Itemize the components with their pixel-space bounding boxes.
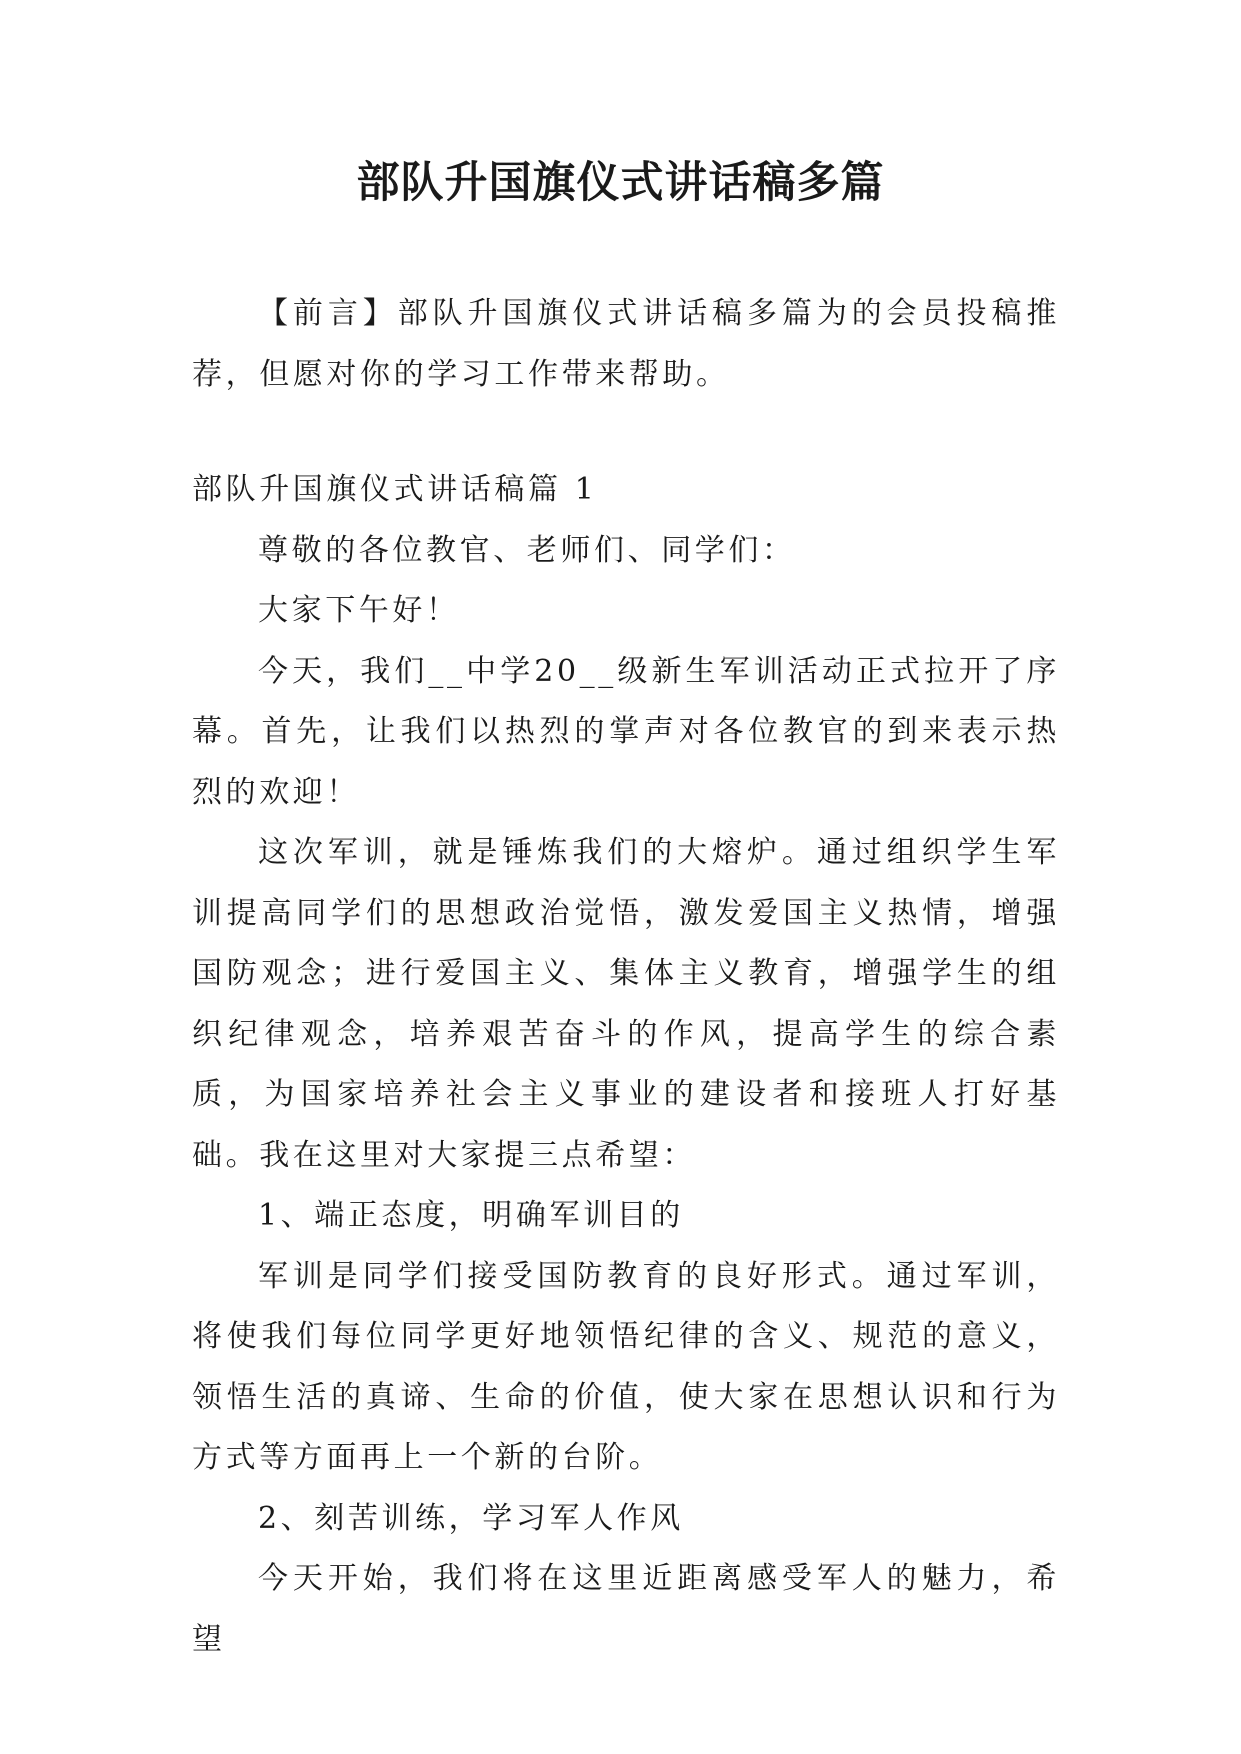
greeting-paragraph: 大家下午好！ [258,593,460,628]
section-heading: 部队升国旗仪式讲话稿篇 1 [192,472,598,507]
speech-body [192,460,1060,1670]
point-two-heading: 2、刻苦训练，学习军人作风 [258,1500,684,1536]
training-purpose-paragraph: 这次军训，就是锤炼我们的大熔炉。通过组织学生军训提高同学们的思想政治觉悟，激发爱国主义热情，增强国防观念；进行爱国主义、集体主义教育，增强学生的组织纪律观念，培养艰苦奋斗的作风，提高学生的综合素质，为国家培养社会主义事业的建设者和接班人打好基础。我在这里对大家提三点希望： [192,835,1060,1173]
point-one-heading: 1、端正态度，明确军训目的 [258,1198,684,1233]
intro-paragraph: 【前言】部队升国旗仪式讲话稿多篇为的会员投稿推荐，但愿对你的学习工作带来帮助。 [192,296,1060,392]
salutation-paragraph: 尊敬的各位教官、老师们、同学们： [258,532,796,568]
opening-paragraph: 今天，我们__中学20__级新生军训活动正式拉开了序幕。首先，让我们以热烈的掌声对各位教官的到来表示热烈的欢迎！ [192,653,1060,810]
point-one-paragraph: 军训是同学们接受国防教育的良好形式。通过军训，将使我们每位同学更好地领悟纪律的含义、规范的意义，领悟生活的真谛、生命的价值，使大家在思想认识和行为方式等方面再上一个新的台阶。 [192,1258,1060,1475]
document-title: 部队升国旗仪式讲话稿多篇 [356,158,885,208]
point-two-paragraph: 今天开始，我们将在这里近距离感受军人的魅力，希望 [192,1561,1060,1657]
